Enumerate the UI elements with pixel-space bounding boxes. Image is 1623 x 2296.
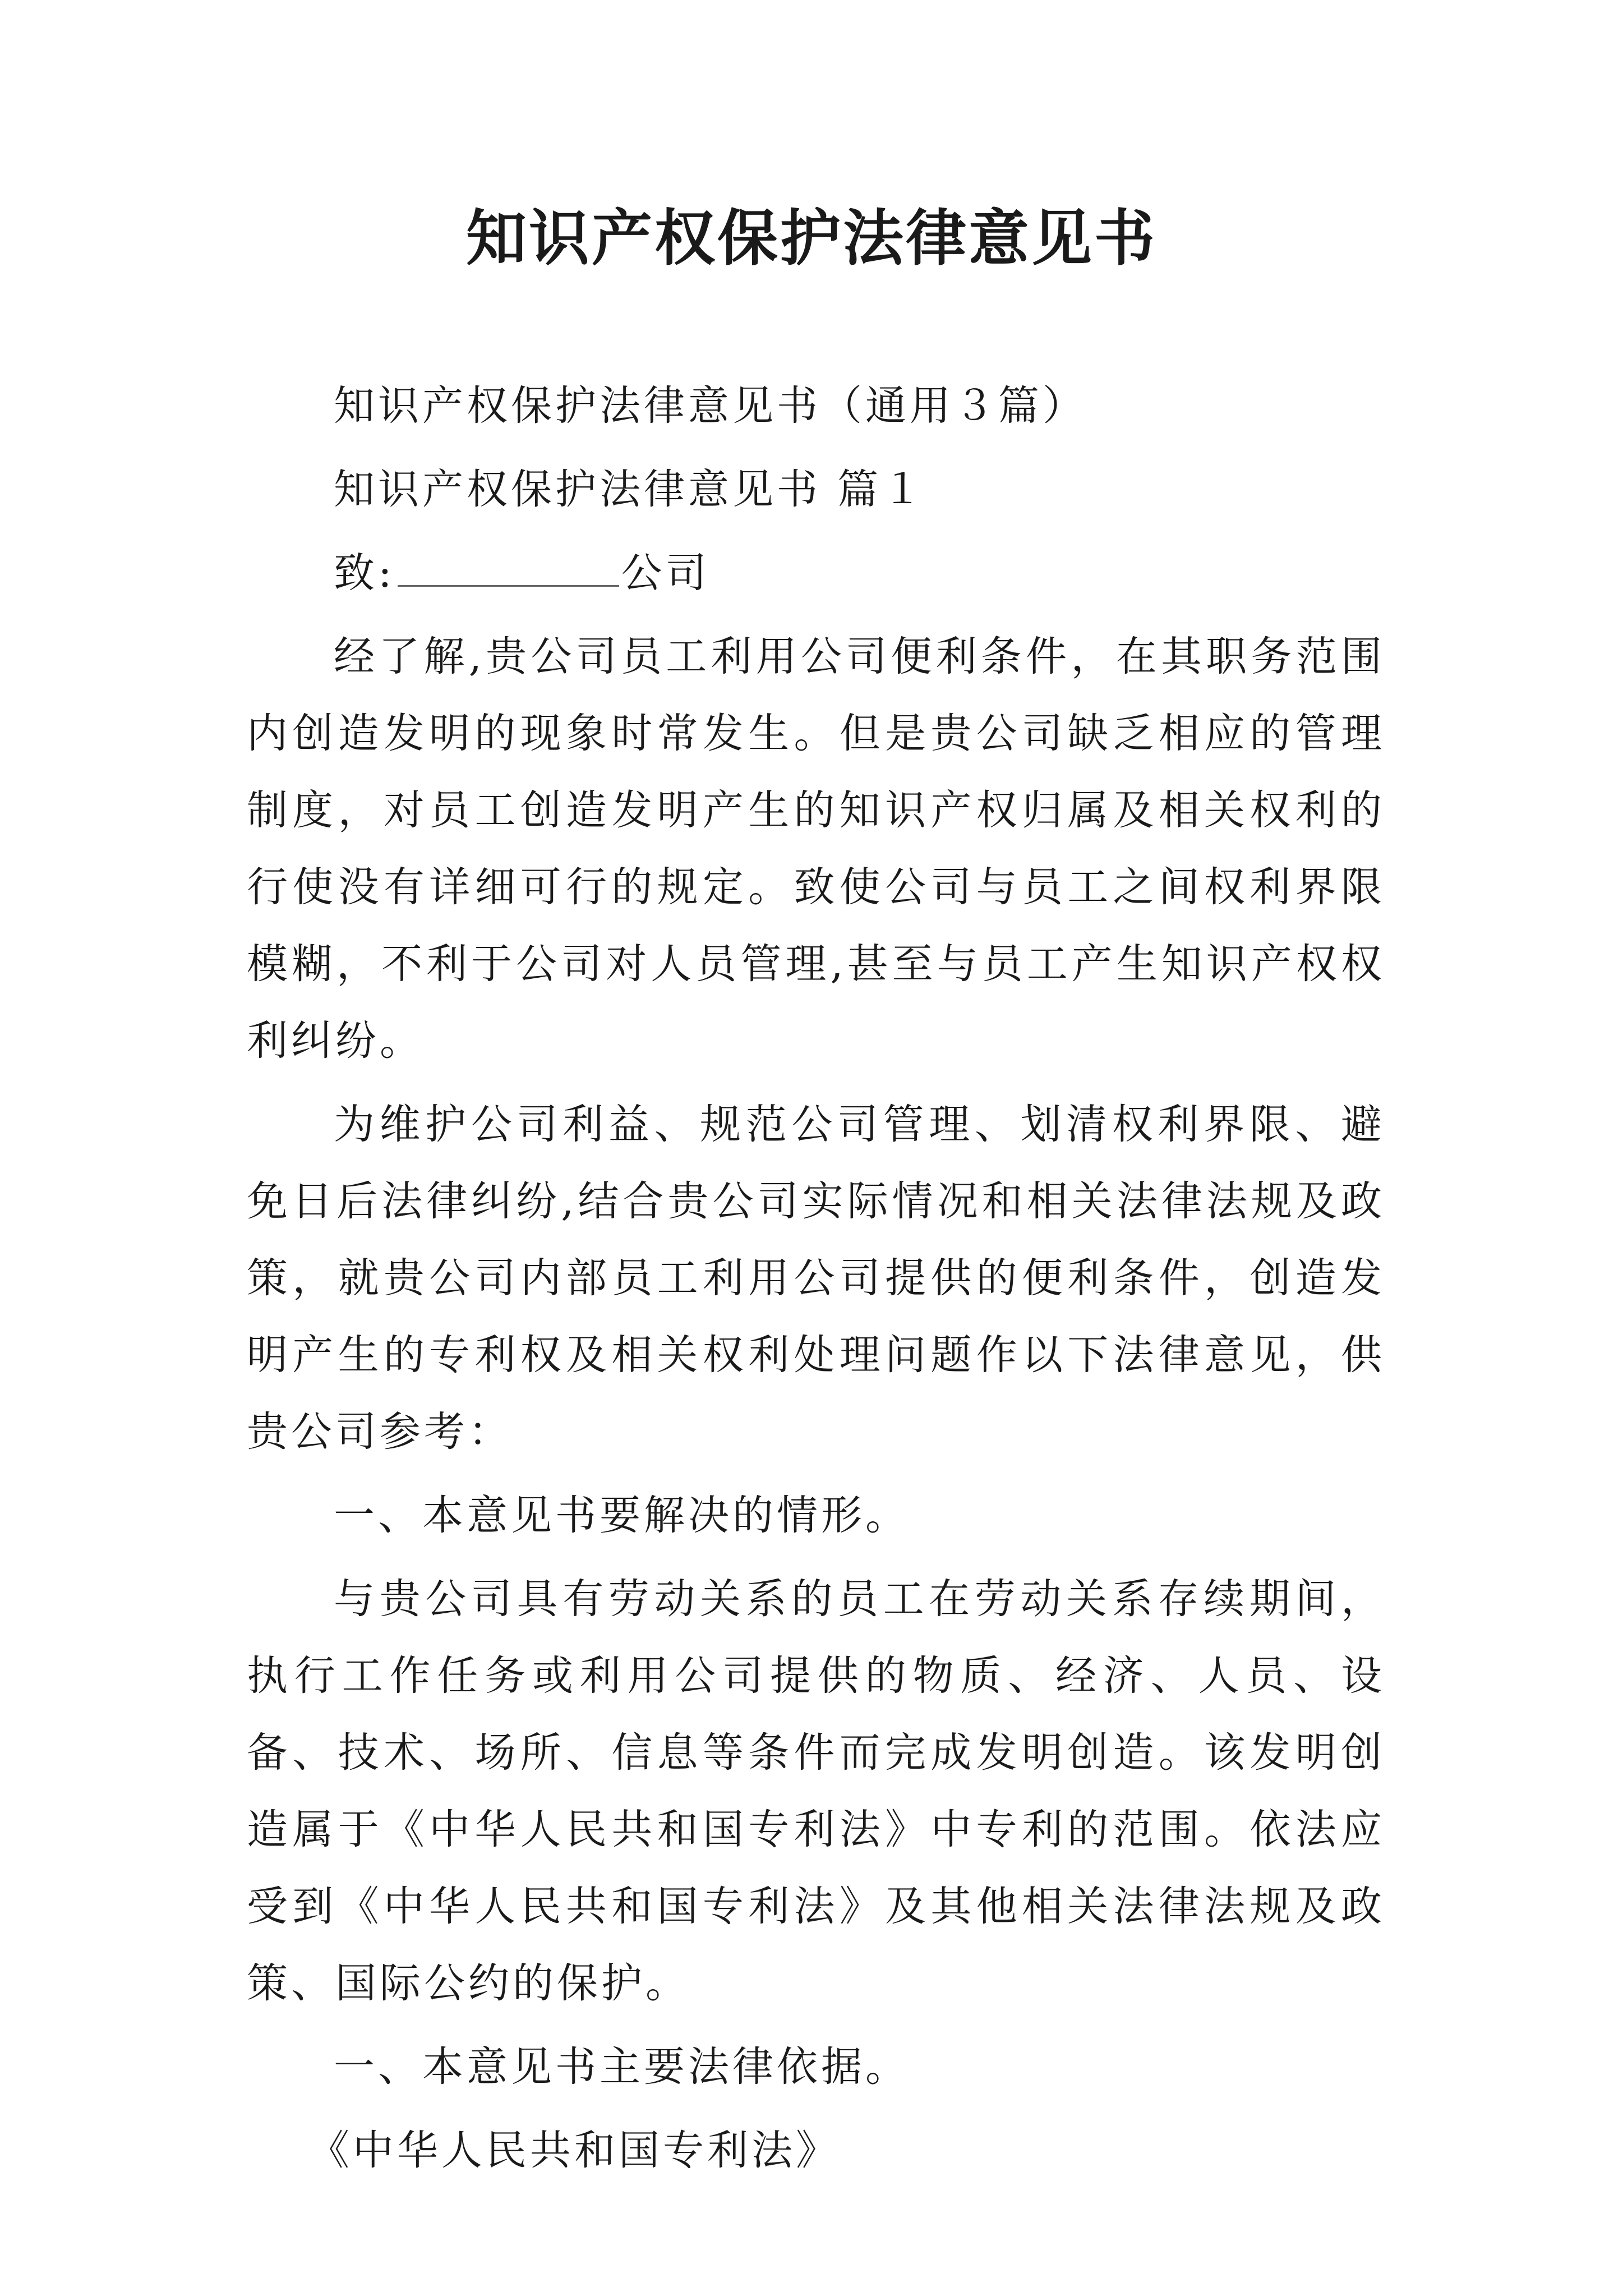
salutation-suffix: 公司 [621, 549, 710, 597]
paragraph-situation: 与贵公司具有劳动关系的员工在劳动关系存续期间，执行工作任务或利用公司提供的物质、经济、人员、设备、技术、场所、信息等条件而完成发明创造。该发明创造属于《中华人民共和国专利法》中专利的范围。依法应受到《中华人民共和国专利法》及其他相关法律法规及政策、国际公约的保护。 [247, 1575, 1385, 2007]
document-body [247, 367, 1385, 2196]
salutation [247, 535, 1385, 611]
document-subtitle: 知识产权保护法律意见书（通用３篇） [334, 382, 1087, 430]
salutation-blank [398, 553, 619, 587]
heading-legal-basis: 一、本意见书主要法律依据。 [334, 2043, 910, 2091]
heading-situation: 一、本意见书要解决的情形。 [334, 1492, 910, 1539]
legal-basis-item: 《中华人民共和国专利法》 [308, 2127, 840, 2174]
paragraph-purpose: 为维护公司利益、规范公司管理、划清权利界限、避免日后法律纠纷,结合贵公司实际情况和相关法律法规及政策，就贵公司内部员工利用公司提供的便利条件，创造发明产生的专利权及相关权利处理问题作以下法律意见，供贵公司参考： [247, 1101, 1385, 1456]
paragraph-background: 经了解,贵公司员工利用公司便利条件，在其职务范围内创造发明的现象时常发生。但是贵公司缺乏相应的管理制度，对员工创造发明产生的知识产权归属及相关权利的行使没有详细可行的规定。致使公司与员工之间权利界限模糊，不利于公司对人员管理,甚至与员工产生知识产权权利纠纷。 [247, 633, 1385, 1065]
salutation-prefix: 致: [334, 549, 395, 597]
document-title: 知识产权保护法律意见书 [465, 203, 1157, 274]
section-heading: 知识产权保护法律意见书 篇１ [334, 466, 926, 513]
